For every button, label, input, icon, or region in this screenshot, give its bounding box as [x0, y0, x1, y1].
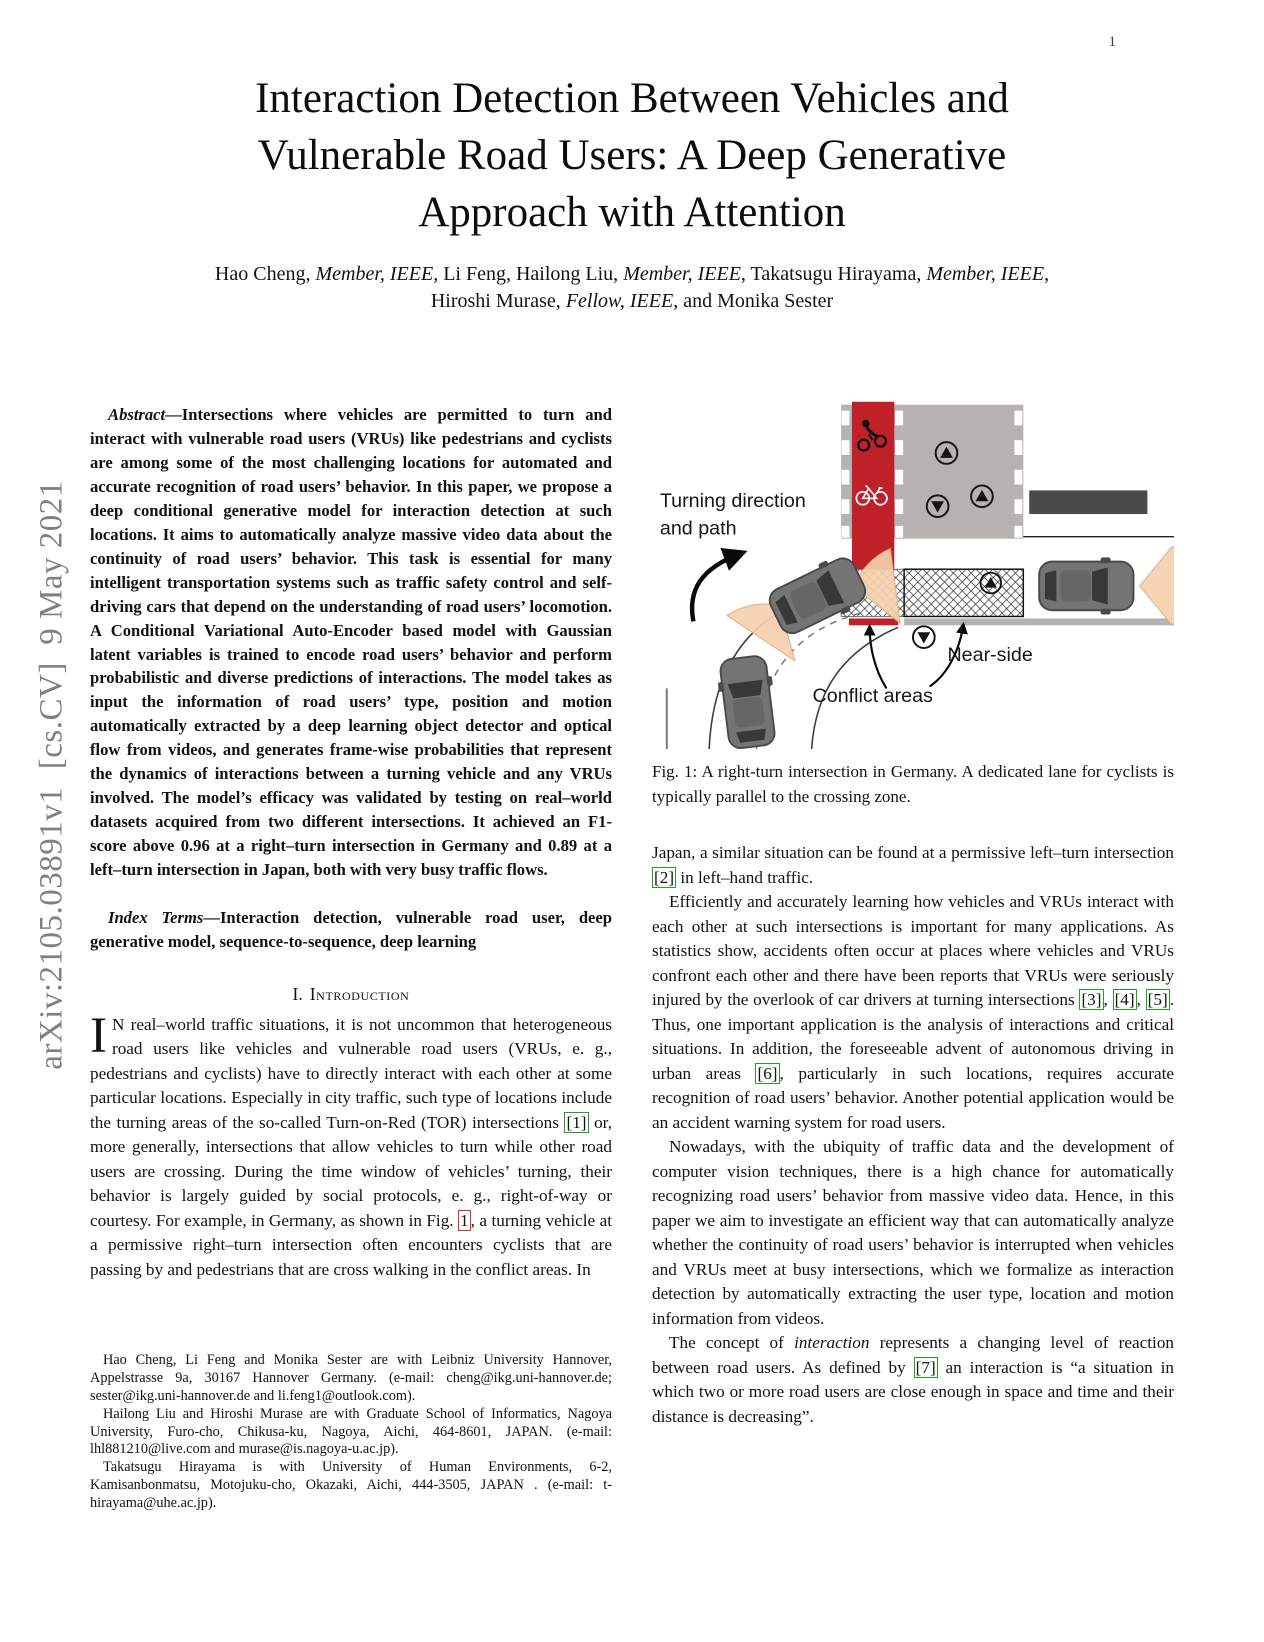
citation-link[interactable]: [5]: [1147, 990, 1168, 1010]
paragraph-learning: Efficiently and accurately learning how vehicles and VRUs interact with each other at such intersections is important for many applications. As statistics show, accidents often occur at places where vehicles and VRUs confront each other and there have been reports that VRUs were seriously injured by the overlook of car drivers at turning intersections [3] , [4] , [5] . Thus, one important application is the analysis of interactions and critical situations. In addition, the foreseeable advent of autonomous driving in urban areas [6] , particularly in such locations, requires accurate recognition of road users’ behavior. Another potential application would be an accident warning system for road users.: [652, 892, 1175, 1132]
conflict-area-right: [904, 569, 1023, 616]
near-side-car: [1039, 557, 1133, 614]
figure-1: [652, 387, 1174, 809]
intersection-diagram: [652, 387, 1174, 749]
footnote-1: Hao Cheng, Li Feng and Monika Sester are with Leibniz University Hannover, Appelstrasse 9a, 30167 Hannover Germany. (e-mail: cheng@ikg.uni-hannover.de; sester@ikg.uni-hannover.de and li.feng1@outlook.com).: [90, 1352, 612, 1405]
left-column: [90, 387, 612, 1513]
citation-link[interactable]: [1]: [566, 1112, 587, 1132]
section-title: Introduction: [309, 983, 410, 1004]
page-number: 1: [1108, 34, 1116, 50]
section-heading-introduction: [90, 984, 612, 1005]
bike-lane: [852, 402, 894, 569]
paper-title: [0, 70, 1264, 241]
figure-ref-link[interactable]: 1: [460, 1210, 469, 1230]
paragraph-nowadays: Nowadays, with the ubiquity of traffic data and the development of computer vision techniques, there is a high chance for automatically recognizing road users’ behavior from massive video data. Hence, in this paper we aim to investigate an efficient way that can automatically analyze whether the continuity of road users’ behavior is interrupted when vehicles and VRUs meet at busy intersections, which we formalize as interaction detection by automatically extracting the user type, location and motion information from videos.: [652, 1137, 1174, 1328]
paragraph-japan: Japan, a similar situation can be found at a permissive left–turn intersection [2] in left–hand traffic.: [652, 843, 1174, 887]
citation-link[interactable]: [2]: [654, 867, 675, 887]
curb-strip: [904, 618, 1174, 625]
conflict-pointer-left: [870, 627, 887, 688]
author-footnotes: [90, 1352, 612, 1512]
view-cone-near-side-car: [1140, 547, 1174, 626]
footnote-3: Takatsugu Hirayama is with University of Human Environments, 6-2, Kamisanbonmatsu, Motojuku-cho, Okazaki, Aichi, 444-3505, JAPAN . (e-mail: t-hirayama@uhe.ac.jp).: [90, 1459, 612, 1511]
title-line-1: Interaction Detection Between Vehicles and: [255, 75, 1009, 122]
citation-link[interactable]: [3]: [1081, 990, 1102, 1010]
author-line-2: Hiroshi Murase, Fellow, IEEE, and Monika Sester: [430, 290, 834, 312]
intro-paragraph: [90, 1007, 612, 1283]
right-column: [652, 387, 1174, 1513]
road-median-bar: [1029, 490, 1147, 514]
intro-paragraph-text: N real–world traffic situations, it is not uncommon that heterogeneous road users like vehicles and vulnerable road users (VRUs, e. g., pedestrians and cyclists) have to directly interact with each other at some particular locations. Especially in city traffic, such type of locations include the turning areas of the so-called Turn-on-Red (TOR) intersections [1] or, more generally, intersections that allow vehicles to turn while other road users are crossing. During the time window of vehicles’ turning, their behavior is largely guided by social protocols, e. g., right-of-way or courtesy. For example, in Germany, as shown in Fig. 1 , a turning vehicle at a permissive right–turn intersection often encounters cyclists that are passing by and pedestrians that are cross walking in the conflict areas. In: [90, 1014, 612, 1279]
author-list: [0, 261, 1264, 315]
citation-link[interactable]: [6]: [757, 1063, 778, 1083]
label-near-side: Near-side: [947, 643, 1033, 666]
citation-link[interactable]: [7]: [915, 1357, 936, 1377]
label-turning-direction-line1: Turning direction: [659, 490, 806, 513]
section-number: I.: [292, 983, 303, 1004]
title-line-3: Approach with Attention: [418, 189, 846, 236]
citation-link[interactable]: [4]: [1114, 990, 1135, 1010]
introduction-continued: [652, 841, 1174, 1429]
paragraph-interaction-concept: The concept of interaction represents a changing level of reaction between road users. As defined by [7] an interaction is “a situation in which two or more road users are close enough in space and time and their distance is decreasing”.: [652, 1333, 1175, 1426]
bike-lane-stop-bar: [849, 618, 898, 625]
title-line-2: Vulnerable Road Users: A Deep Generative: [257, 132, 1007, 179]
figure-caption: Fig. 1: A right-turn intersection in Germany. A dedicated lane for cyclists is typically parallel to the crossing zone.: [652, 762, 1174, 807]
label-turning-direction-line2: and path: [659, 517, 737, 540]
approaching-car: [715, 654, 780, 749]
drop-cap: I: [90, 1007, 107, 1064]
label-conflict-areas: Conflict areas: [812, 685, 933, 708]
author-line-1: Hao Cheng, Member, IEEE, Li Feng, Hailong Liu, Member, IEEE, Takatsugu Hirayama, Member, IEEE,: [214, 263, 1050, 285]
abstract: Abstract—Intersections where vehicles are permitted to turn and interact with vulnerable road users (VRUs) like pedestrians and cyclists are among some of the most challenging locations for automated and accurate recognition of road users’ behavior. In this paper, we propose a deep conditional generative model for interaction detection at such locations. It aims to automatically analyze massive video data about the continuity of road users’ behavior. This task is essential for many intelligent transportation systems such as traffic safety control and self-driving cars that depend on the understanding of road users’ locomotion. A Conditional Variational Auto-Encoder based model with Gaussian latent variables is trained to encode road users’ behavior and perform probabilistic and diverse predictions of interactions. The model takes as input the information of road users’ type, position and motion automatically extracted by a deep learning object detector and optical flow from videos, and generates frame-wise probabilities that represent the dynamics of interactions between a turning vehicle and any VRUs involved. The model’s efficacy was validated by testing on real–world datasets acquired from two different intersections. It achieved an F1-score above 0.96 at a right–turn intersection in Germany and 0.89 at a left–turn intersection in Japan, both with very busy traffic flows.: [90, 405, 612, 880]
index-terms: Index Terms—Interaction detection, vulnerable road user, deep generative model, sequence-to-sequence, deep learning: [90, 908, 613, 952]
footnote-2: Hailong Liu and Hiroshi Murase are with Graduate School of Informatics, Nagoya University, Furo-cho, Chikusa-ku, Nagoya, Aichi, 464-8601, JAPAN. (e-mail: lhl881210@live.com and murase@is.nagoya-u.ac.jp).: [90, 1405, 612, 1458]
vehicle-arrow-down-icon: [913, 626, 935, 648]
arxiv-watermark: arXiv:2105.03891v1 [cs.CV] 9 May 2021: [33, 480, 70, 1070]
